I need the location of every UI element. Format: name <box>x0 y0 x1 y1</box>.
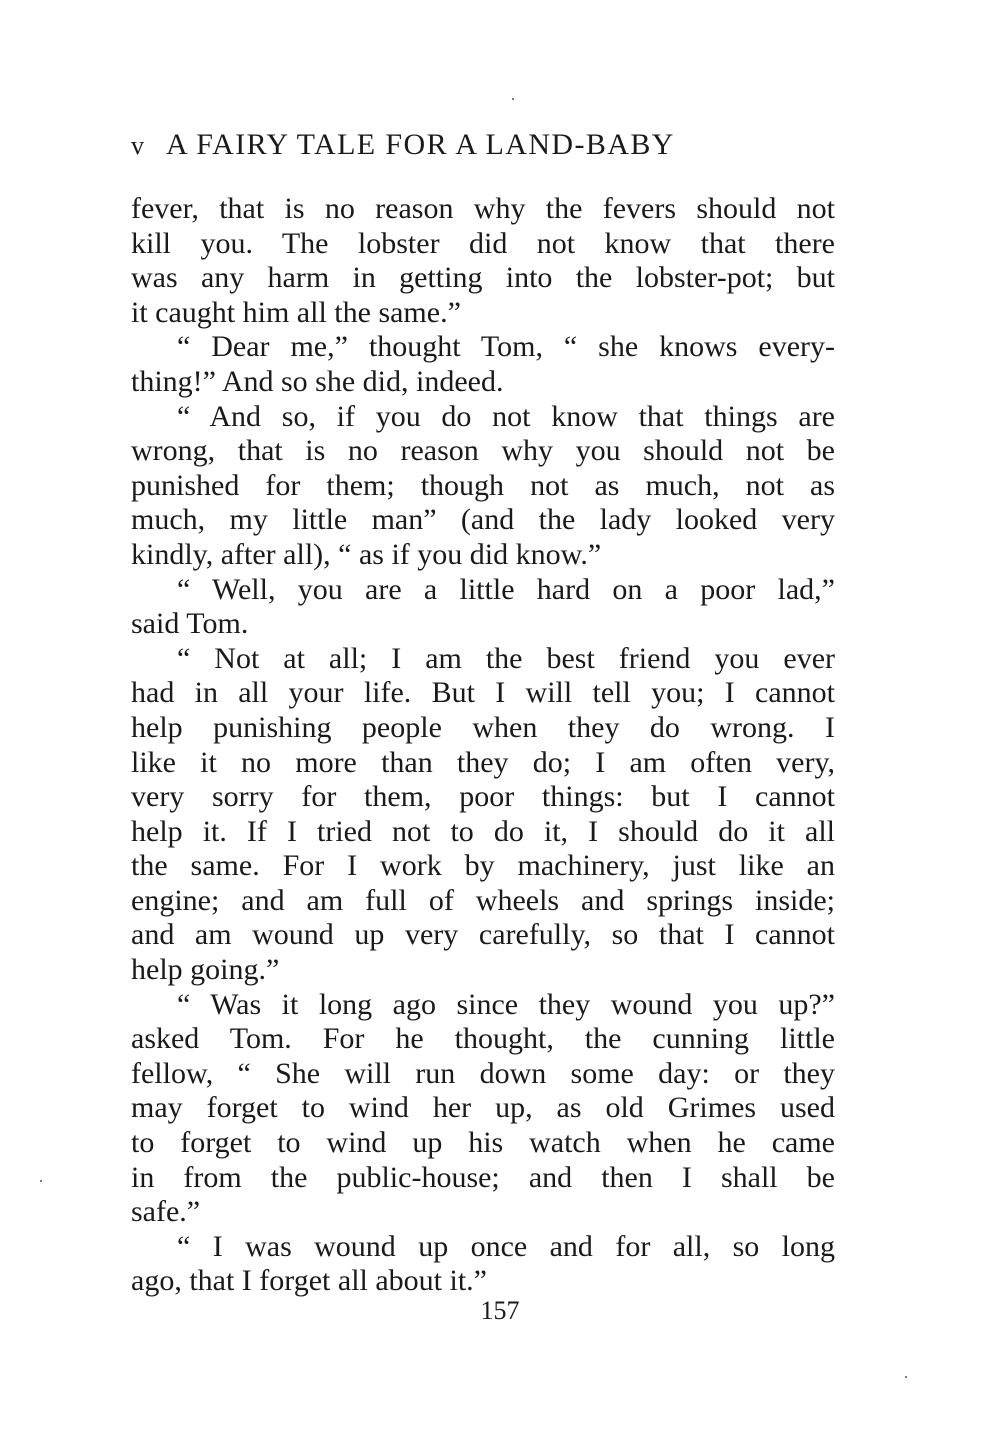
text-line: much, my little man” (and the lady looked very <box>131 503 835 537</box>
text-line: “ Was it long ago since they wound you up?” <box>177 987 835 1021</box>
text-line: to forget to wind up his watch when he came <box>131 1126 835 1160</box>
text-line: and am wound up very carefully, so that I cannot <box>131 918 835 952</box>
text-line: kindly, after all), “ as if you did know.” <box>131 537 602 571</box>
text-line: ago, that I forget all about it.” <box>131 1264 488 1298</box>
text-line: fever, that is no reason why the fevers should not <box>131 192 835 225</box>
body-text <box>131 192 835 1299</box>
page-number: 157 <box>480 1296 520 1325</box>
text-line: said Tom. <box>131 607 249 641</box>
text-line: “ Not at all; I am the best friend you ever <box>177 641 835 675</box>
text-line: kill you. The lobster did not know that there <box>131 226 835 260</box>
text-line: punished for them; though not as much, not as <box>131 468 835 502</box>
text-line: help it. If I tried not to do it, I should do it all <box>131 814 835 848</box>
text-line: help going.” <box>131 953 280 987</box>
scan-speck <box>905 1376 907 1378</box>
text-line: thing!” And so she did, indeed. <box>131 364 504 398</box>
scan-speck <box>40 1180 42 1182</box>
text-line: like it no more than they do; I am often very, <box>131 745 835 779</box>
text-line: very sorry for them, poor things: but I cannot <box>131 780 835 814</box>
text-line: help punishing people when they do wrong. I <box>131 710 835 744</box>
running-header <box>131 128 835 172</box>
text-line: wrong, that is no reason why you should not be <box>131 434 835 468</box>
text-line: was any harm in getting into the lobster-pot; but <box>131 261 835 295</box>
text-line: asked Tom. For he thought, the cunning little <box>131 1022 835 1056</box>
text-line: “ Well, you are a little hard on a poor lad,” <box>177 572 835 606</box>
text-line: it caught him all the same.” <box>131 295 461 329</box>
running-title: A FAIRY TALE FOR A LAND-BABY <box>166 128 675 161</box>
text-line: safe.” <box>131 1195 201 1229</box>
text-line: engine; and am full of wheels and springs inside; <box>131 883 835 917</box>
text-line: fellow, “ She will run down some day: or they <box>131 1056 835 1090</box>
text-line: “ I was wound up once and for all, so long <box>177 1229 835 1263</box>
text-line: “ And so, if you do not know that things are <box>177 399 835 433</box>
chapter-numeral: v <box>131 131 144 160</box>
text-line: in from the public-house; and then I shall be <box>131 1160 835 1194</box>
scan-speck <box>512 98 514 100</box>
text-line: may forget to wind her up, as old Grimes used <box>131 1091 835 1125</box>
text-line: had in all your life. But I will tell you; I cannot <box>131 676 835 710</box>
text-line: the same. For I work by machinery, just like an <box>131 849 835 883</box>
text-line: “ Dear me,” thought Tom, “ she knows every- <box>177 330 835 364</box>
